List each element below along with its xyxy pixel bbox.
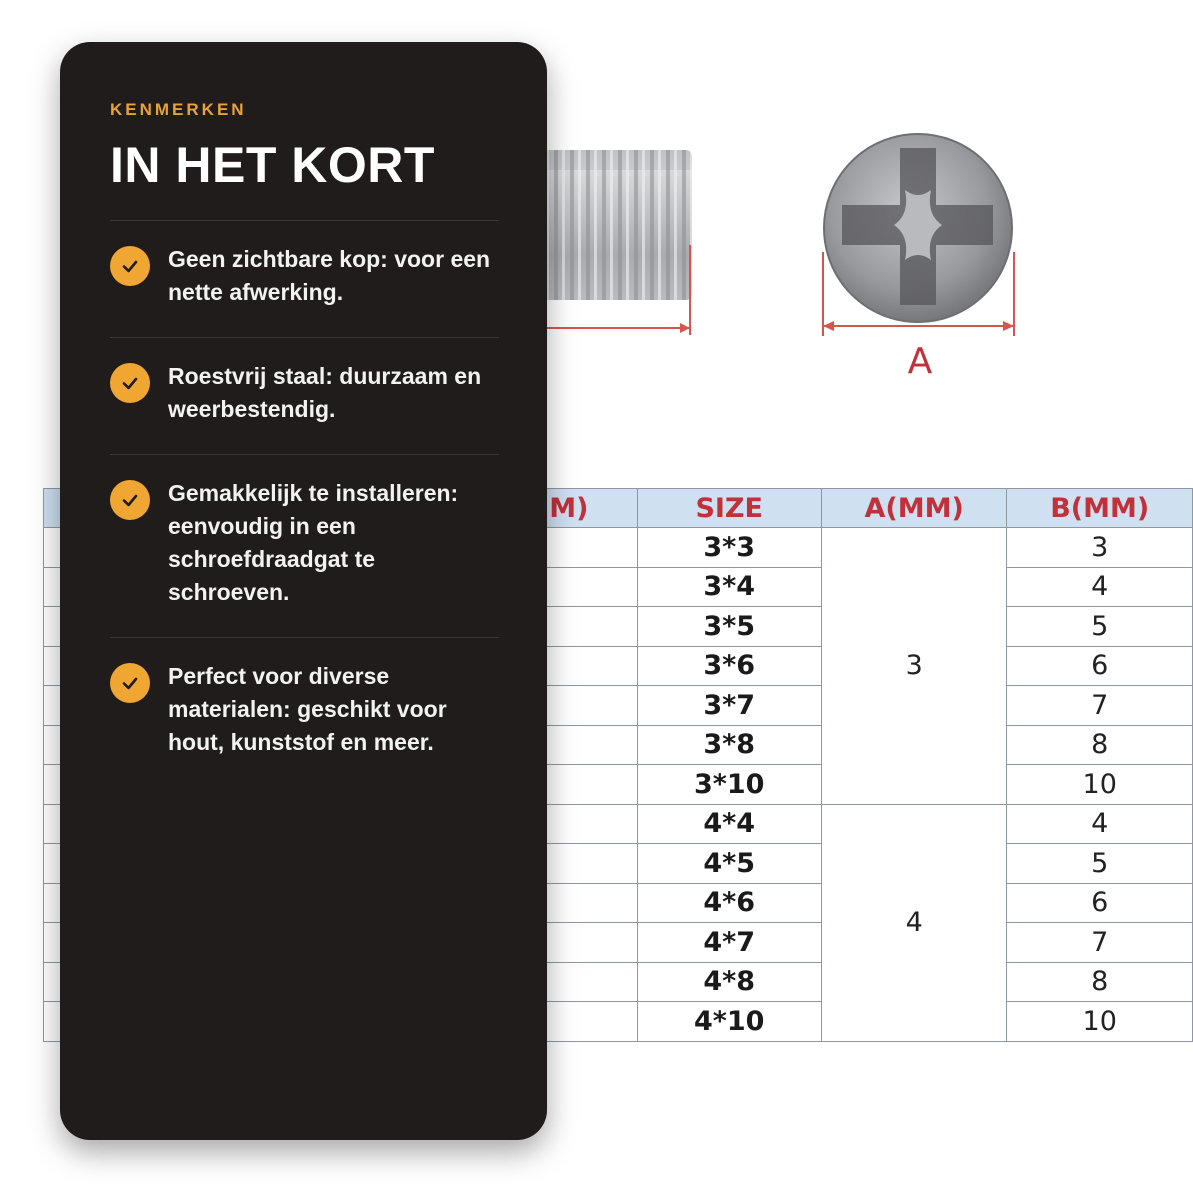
table-cell-b: 4 (1007, 567, 1193, 607)
table-cell-size: 3*5 (637, 607, 821, 647)
table-cell-size: 3*10 (637, 765, 821, 805)
table-cell-b: 5 (1007, 844, 1193, 884)
feature-item (110, 638, 499, 787)
feature-text: Perfect voor diverse materialen: geschikt voor hout, kunststof en meer. (168, 663, 447, 755)
table-cell-size: 3*3 (637, 528, 821, 568)
table-cell-b: 3 (1007, 528, 1193, 568)
table-cell-b: 10 (1007, 1002, 1193, 1042)
feature-item (110, 221, 499, 338)
feature-item (110, 338, 499, 455)
column-header-hidden: M) (44, 489, 638, 528)
table-cell-b: 10 (1007, 765, 1193, 805)
table-cell-size: 3*4 (637, 567, 821, 607)
feature-list (110, 221, 499, 787)
check-icon (110, 246, 150, 286)
table-cell-size: 4*4 (637, 804, 821, 844)
table-cell-size: 4*5 (637, 844, 821, 884)
feature-text: Geen zichtbare kop: voor een nette afwerking. (168, 246, 491, 305)
feature-text: Gemakkelijk te installeren: eenvoudig in een schroefdraadgat te schroeven. (168, 480, 459, 605)
table-cell-size: 3*8 (637, 725, 821, 765)
table-cell-size: 4*10 (637, 1002, 821, 1042)
screw-head-top-view (823, 134, 1014, 382)
card-title: IN HET KORT (110, 137, 435, 193)
table-cell-b: 6 (1007, 883, 1193, 923)
table-cell-size: 3*7 (637, 686, 821, 726)
check-icon (110, 363, 150, 403)
card-eyebrow: KENMERKEN (110, 100, 247, 119)
table-cell-size: 4*8 (637, 962, 821, 1002)
check-icon (110, 663, 150, 703)
feature-card (60, 42, 547, 1140)
table-cell-b: 6 (1007, 646, 1193, 686)
table-cell-a: 3 (821, 528, 1007, 805)
table-cell-b: 7 (1007, 923, 1193, 963)
table-cell-a: 4 (821, 804, 1007, 1041)
feature-item (110, 455, 499, 638)
table-cell-size: 3*6 (637, 646, 821, 686)
column-header-b: B(MM) (1007, 489, 1193, 528)
table-cell-size: 4*7 (637, 923, 821, 963)
table-cell-b: 4 (1007, 804, 1193, 844)
table-cell-b: 8 (1007, 725, 1193, 765)
table-cell-b: 7 (1007, 686, 1193, 726)
dimension-a-label: A (907, 341, 933, 382)
table-cell-size: 4*6 (637, 883, 821, 923)
table-cell-b: 5 (1007, 607, 1193, 647)
table-cell-b: 8 (1007, 962, 1193, 1002)
column-header-a: A(MM) (821, 489, 1007, 528)
check-icon (110, 480, 150, 520)
column-header-size: SIZE (637, 489, 821, 528)
feature-text: Roestvrij staal: duurzaam en weerbestendig. (168, 363, 482, 422)
